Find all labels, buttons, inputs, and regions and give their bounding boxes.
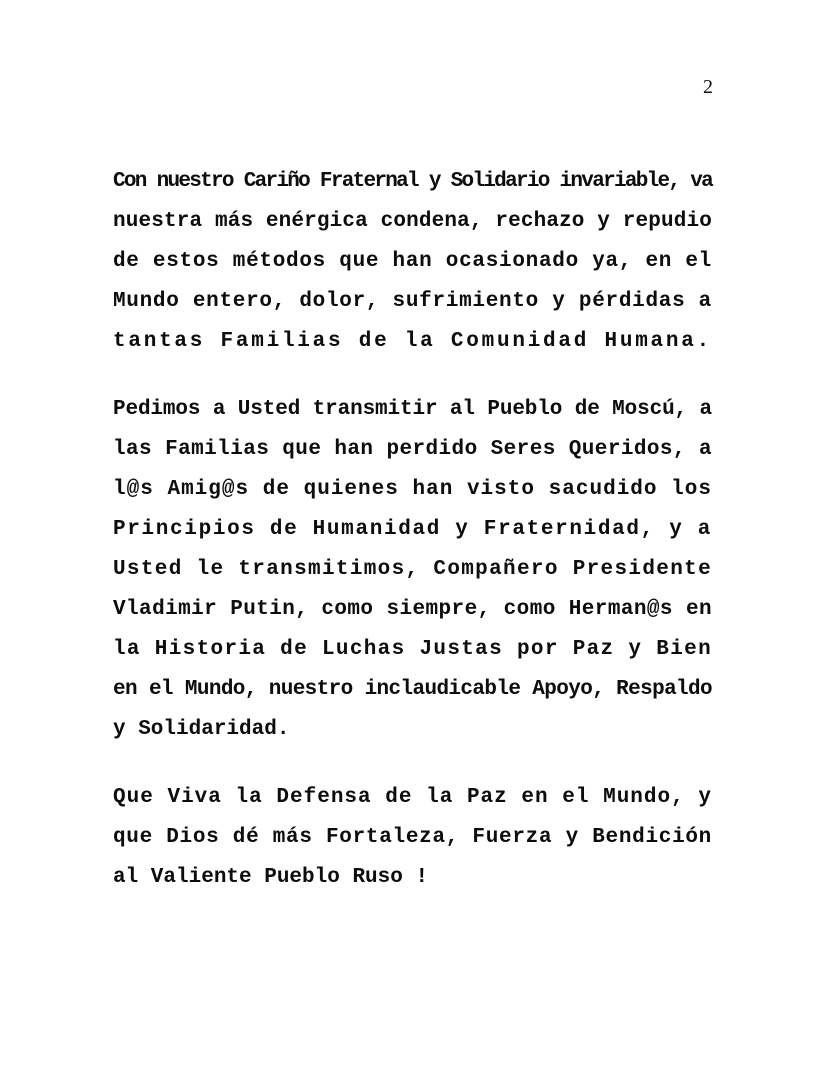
text-line: Vladimir Putin, como siempre, como Herman@s en [113,598,712,621]
text-line: Mundo entero, dolor, sufrimiento y pérdidas a [113,290,712,313]
text-line: y Solidaridad. [113,718,290,741]
paragraph [113,390,712,750]
text-line: de estos métodos que han ocasionado ya, en el [113,250,712,273]
text-line: tantas Familias de la Comunidad Humana. [113,330,712,353]
text-line: l@s Amig@s de quienes han visto sacudido los [113,478,712,501]
page-number: 2 [703,76,713,98]
text-line: Pedimos a Usted transmitir al Pueblo de Moscú, a [113,398,712,421]
text-line: Usted le transmitimos, Compañero Presidente [113,558,712,581]
document-body [113,162,712,926]
text-line: en el Mundo, nuestro inclaudicable Apoyo, Respaldo [113,678,712,701]
text-line: Con nuestro Cariño Fraternal y Solidario invariable, va [113,170,712,193]
text-line: Que Viva la Defensa de la Paz en el Mundo, y [113,786,712,809]
text-line: que Dios dé más Fortaleza, Fuerza y Bendición [113,826,712,849]
paragraph [113,778,712,898]
text-line: las Familias que han perdido Seres Queridos, a [113,438,712,461]
text-line: la Historia de Luchas Justas por Paz y Bien [113,638,712,661]
paragraph [113,162,712,362]
text-line: nuestra más enérgica condena, rechazo y repudio [113,210,712,233]
text-line: Principios de Humanidad y Fraternidad, y a [113,518,712,541]
text-line: al Valiente Pueblo Ruso ! [113,866,429,889]
